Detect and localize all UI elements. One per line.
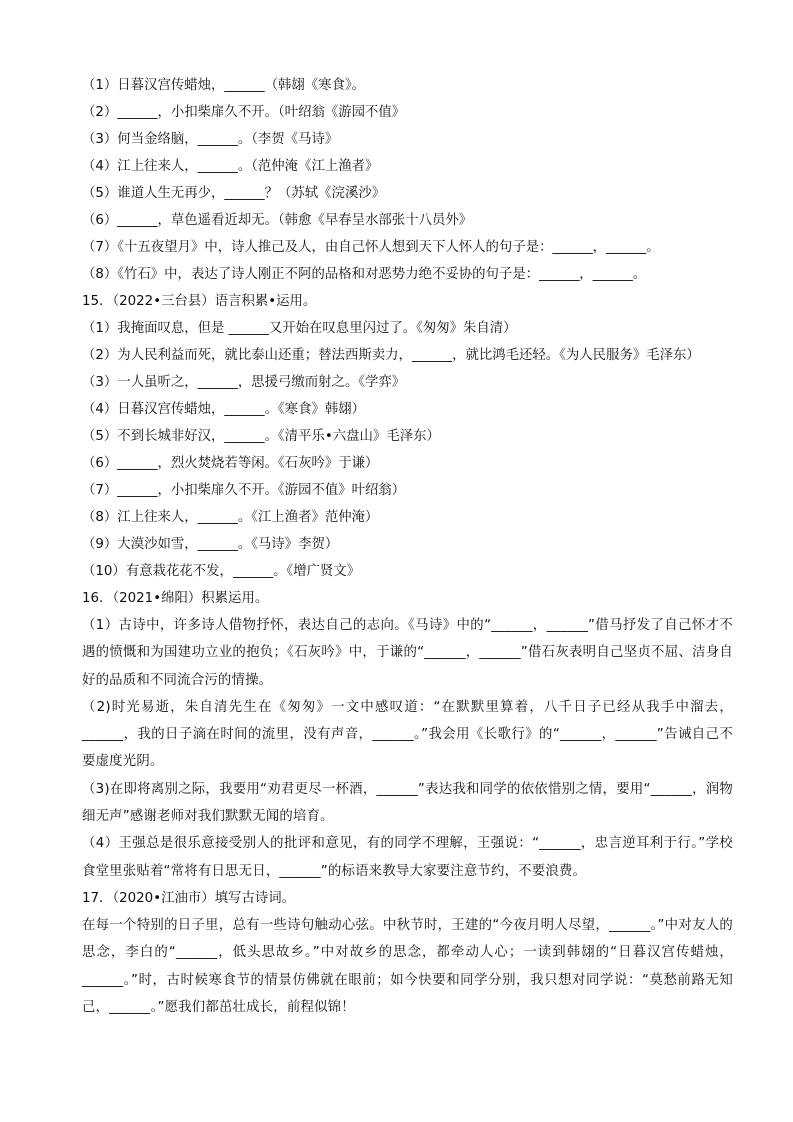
q15-item-8: （8）江上往来人，______。《江上渔者》范仲淹）	[82, 510, 379, 525]
q14-item-1: （1）日暮汉宫传蜡烛，______（韩翃《寒食》。	[82, 78, 366, 93]
q15-item-7: （7）______，小扣柴扉久不开。《游园不值》叶绍翁）	[82, 483, 406, 498]
q15-item-1: （1）我掩面叹息，但是 ______又开始在叹息里闪过了。《匆匆》朱自清）	[82, 321, 517, 336]
q14-item-8: （8）《竹石》中，表达了诗人刚正不阿的品格和对恶势力绝不妥协的句子是：______，______。	[82, 267, 647, 282]
q14-item-4: （4）江上往来人，______。（范仲淹《江上渔者》	[82, 159, 379, 174]
q16-paragraph-3: （3)在即将离别之际，我要用“劝君更尽一杯酒，______”表达我和同学的依依惜别之情，要用“______，润物细无声”感谢老师对我们默默无闻的培育。	[82, 781, 733, 825]
q15-item-2: （2）为人民利益而死，就比泰山还重；替法西斯卖力，______，就比鸿毛还轻。《为人民服务》毛泽东）	[82, 348, 700, 363]
q16-heading: 16．（2021•绵阳）积累运用。	[82, 591, 269, 606]
q17-paragraph: 在每一个特别的日子里，总有一些诗句触动心弦。中秋节时，王建的“今夜月明人尽望，______。”中对友人的思念，李白的“______，低头思故乡。”中对故乡的思念，都牵动人心；一读到韩翃的“日暮汉宫传蜡烛，______。”时，古时候寒食节的情景仿佛就在眼前；如今快要和同学分别，我只想对同学说：“莫愁前路无知己，______。”愿我们都茁壮成长，前程似锦！	[82, 917, 733, 1015]
q17-heading: 17．（2020•江油市）填写古诗词。	[82, 890, 296, 906]
q16-paragraph-4: （4）王强总是很乐意接受别人的批评和意见，有的同学不理解，王强说：“______，忠言逆耳利于行。”学校食堂里张贴着“常将有日思无日，______”的标语来教导大家要注意节约，不要浪费。	[82, 836, 733, 879]
q15-item-9: （9）大漠沙如雪，______。《马诗》李贺）	[82, 537, 339, 552]
q15-item-4: （4）日暮汉宫传蜡烛，______。《寒食》韩翃）	[82, 402, 366, 417]
q15-item-3: （3）一人虽听之，______，思援弓缴而射之。《学弈》	[82, 375, 406, 390]
q16-paragraph-2: （2)时光易逝，朱自清先生在《匆匆》一文中感叹道：“在默默里算着，八千日子已经从我手中溜去，______，我的日子滴在时间的流里，没有声音，______。”我会用《长歌行》的“______，______”告诫自己不要虚度光阴。	[82, 699, 733, 770]
q15-heading: 15．（2022•三台县）语言积累•运用。	[82, 294, 317, 309]
q14-item-6: （6）______，草色遥看近却无。（韩愈《早春呈水部张十八员外》	[82, 213, 473, 228]
q14-item-3: （3）何当金络脑，______。（李贺《马诗》	[82, 132, 339, 147]
q14-item-5: （5）谁道人生无再少，______？（苏轼《浣溪沙》	[82, 186, 386, 201]
q15-item-10: （10）有意栽花花不发，______。《增广贤文》	[82, 564, 361, 579]
q16-paragraph-1: （1）古诗中，许多诗人借物抒怀，表达自己的志向。《马诗》中的“______，______”借马抒发了自己怀才不遇的愤慨和为国建功立业的抱负；《石灰吟》中，于谦的“______，______”借石灰表明自己坚贞不屈、洁身自好的品质和不同流合污的情操。	[82, 618, 733, 688]
q14-item-7: （7）《十五夜望月》中，诗人推己及人，由自己怀人想到天下人怀人的句子是：______，______。	[82, 240, 660, 255]
q15-item-5: （5）不到长城非好汉，______。《清平乐•六盘山》毛泽东）	[82, 429, 440, 444]
q14-item-2: （2）______，小扣柴扉久不开。（叶绍翁《游园不值》	[82, 105, 406, 120]
q15-item-6: （6）______，烈火焚烧若等闲。《石灰吟》于谦）	[82, 456, 379, 471]
